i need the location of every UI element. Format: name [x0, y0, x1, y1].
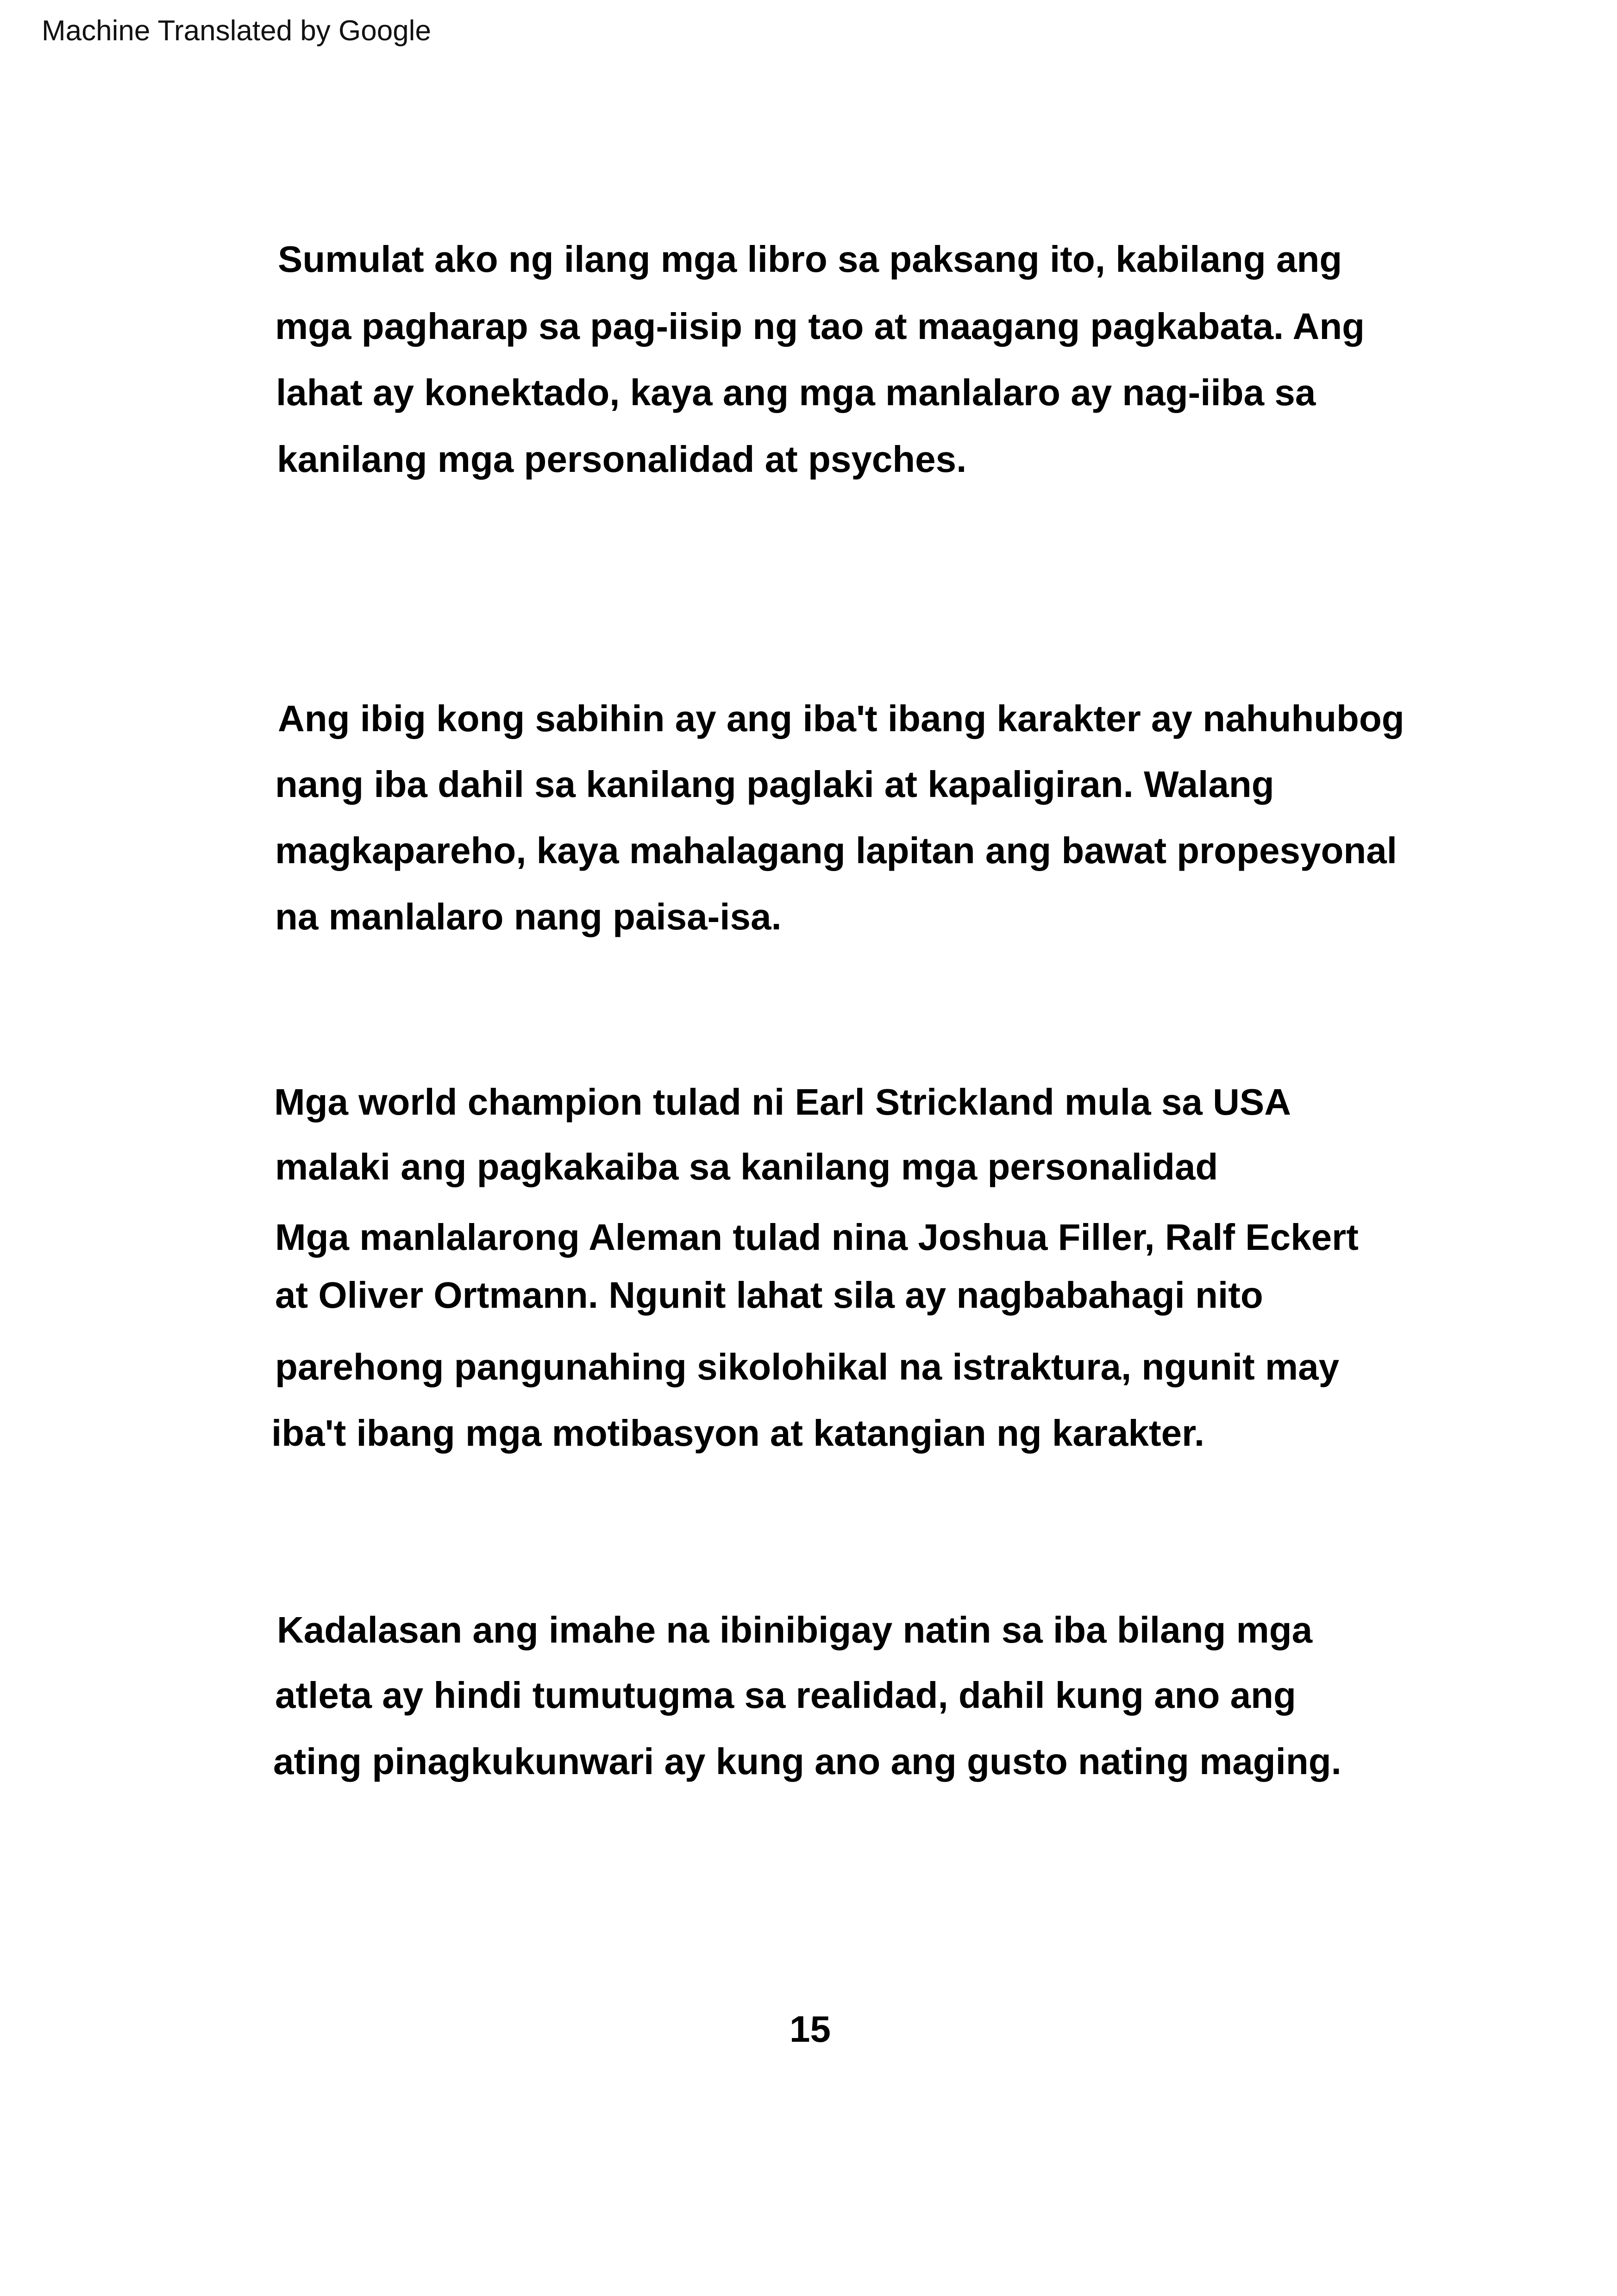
paragraph-line: atleta ay hindi tumutugma sa realidad, dahil kung ano ang — [275, 1675, 1296, 1716]
paragraph-line: Ang ibig kong sabihin ay ang iba't ibang karakter ay nahuhubog — [278, 698, 1404, 739]
paragraph-line: malaki ang pagkakaiba sa kanilang mga personalidad — [275, 1146, 1218, 1187]
page-number: 15 — [790, 2008, 831, 2050]
paragraph-line: Mga manlalarong Aleman tulad nina Joshua Filler, Ralf Eckert — [275, 1217, 1359, 1258]
paragraph-line: magkapareho, kaya mahalagang lapitan ang bawat propesyonal — [275, 830, 1397, 871]
paragraph-line: lahat ay konektado, kaya ang mga manlalaro ay nag-iiba sa — [276, 372, 1316, 413]
machine-translation-attribution: Machine Translated by Google — [42, 15, 431, 47]
paragraph-line: nang iba dahil sa kanilang paglaki at kapaligiran. Walang — [275, 764, 1274, 805]
paragraph-line: Sumulat ako ng ilang mga libro sa paksang ito, kabilang ang — [278, 238, 1342, 280]
paragraph-line: parehong pangunahing sikolohikal na istraktura, ngunit may — [275, 1346, 1340, 1387]
paragraph-line: na manlalaro nang paisa-isa. — [275, 896, 782, 937]
paragraph-line: ating pinagkukunwari ay kung ano ang gusto nating maging. — [273, 1741, 1341, 1782]
paragraph-line: at Oliver Ortmann. Ngunit lahat sila ay nagbabahagi nito — [275, 1274, 1263, 1316]
paragraph-line: Mga world champion tulad ni Earl Strickland mula sa USA — [274, 1081, 1291, 1123]
paragraph-line: Kadalasan ang imahe na ibinibigay natin sa iba bilang mga — [277, 1609, 1313, 1650]
paragraph-line: mga pagharap sa pag-iisip ng tao at maagang pagkabata. Ang — [275, 306, 1365, 347]
paragraph-line: iba't ibang mga motibasyon at katangian ng karakter. — [271, 1412, 1205, 1454]
paragraph-line: kanilang mga personalidad at psyches. — [277, 439, 967, 480]
